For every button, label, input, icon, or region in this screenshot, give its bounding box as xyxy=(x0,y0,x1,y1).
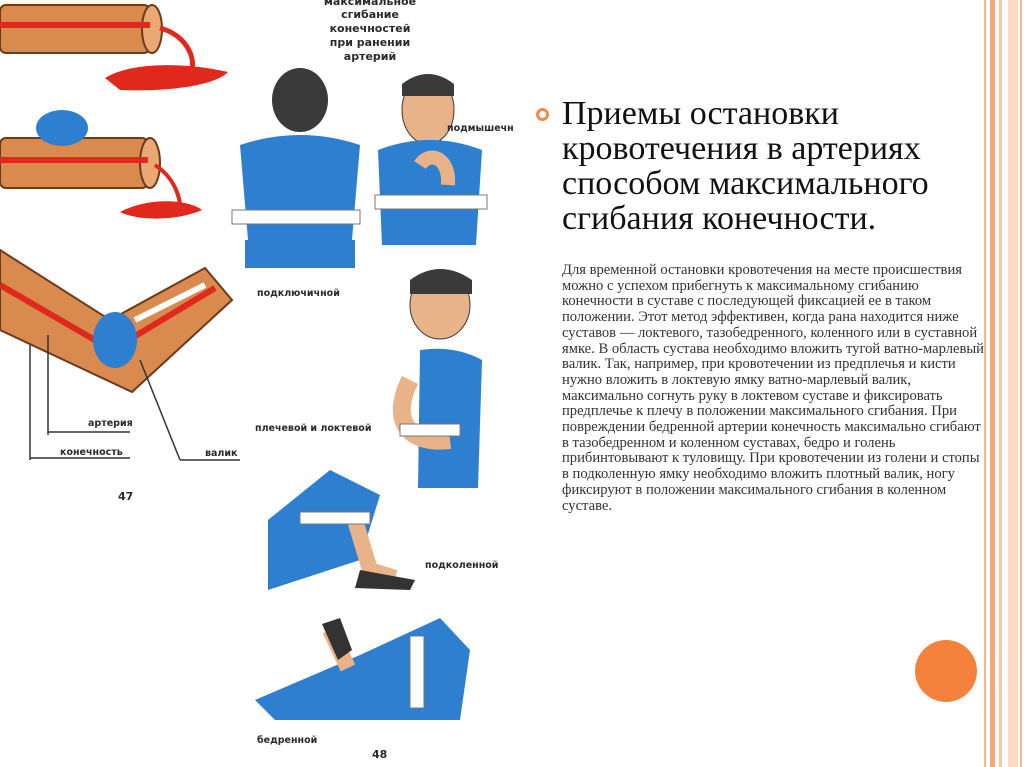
heading-line: артерий xyxy=(343,50,397,63)
person-side-figure xyxy=(400,269,482,488)
decor-stripe xyxy=(999,0,1002,767)
label-femoral: бедренной xyxy=(257,735,318,746)
label-axillary: подмышечн xyxy=(447,123,514,134)
decor-circle xyxy=(915,640,977,702)
page-number: 48 xyxy=(372,748,388,761)
person-back-figure xyxy=(232,68,360,268)
heading-line: конечностей xyxy=(329,22,411,35)
decor-stripe xyxy=(1020,0,1022,767)
decor-stripe xyxy=(1008,0,1018,767)
limb-cut-illustration xyxy=(0,5,228,90)
page-number: 47 xyxy=(118,490,134,503)
heading-line: максимальное xyxy=(323,0,417,8)
limb-pad-illustration xyxy=(0,110,202,219)
label-subclavian: подключичной xyxy=(257,288,340,299)
label-artery: артерия xyxy=(88,418,133,429)
person-front-figure xyxy=(375,74,487,245)
label-limb: конечность xyxy=(60,447,123,458)
leg-knee-figure xyxy=(268,470,415,590)
title-block xyxy=(536,96,976,236)
slide-body-text: Для временной остановки кровотечения на месте происшествия можно с успехом прибегнуть к максимальному сгибанию конечности в суставе с последующей фиксацией ее в таком положении. Этот метод эффективен, когда рана находится ниже суставов — локтевого, тазобедренного, коленного или в суставной ямке. В область сустава необходимо вложить тугой ватно-марлевый валик. Так, например, при кровотечении из предплечья и кисти нужно вложить в локтевую ямку ватно-марлевый валик, максимально согнуть руку в локтевом суставе и фиксировать предплечье к плечу в положении максимального сгибания. При повреждении бедренной артерии конечность максимально сгибают в тазобедренном и коленном суставах, бедро и голень прибинтовывают к туловищу. При кровотечении из голени и стопы в подколенную ямку необходимо вложить плотный валик, ногу фиксируют в положении максимального сгибания в коленном суставе. xyxy=(562,262,984,514)
label-brachial-ulnar: плечевой и локтевой xyxy=(255,423,372,434)
bullet-circle-icon xyxy=(536,108,549,121)
label-popliteal: подколенной xyxy=(425,560,499,571)
heading-line: сгибание xyxy=(341,8,399,21)
decor-stripe xyxy=(990,0,995,767)
slide-title: Приемы остановки кровотечения в артериях способом максимального сгибания конечности. xyxy=(562,95,929,237)
label-pad: валик xyxy=(205,448,238,459)
illustration-heading xyxy=(324,0,416,63)
leg-hip-figure xyxy=(255,618,470,720)
heading-line: при ранении xyxy=(329,36,411,49)
